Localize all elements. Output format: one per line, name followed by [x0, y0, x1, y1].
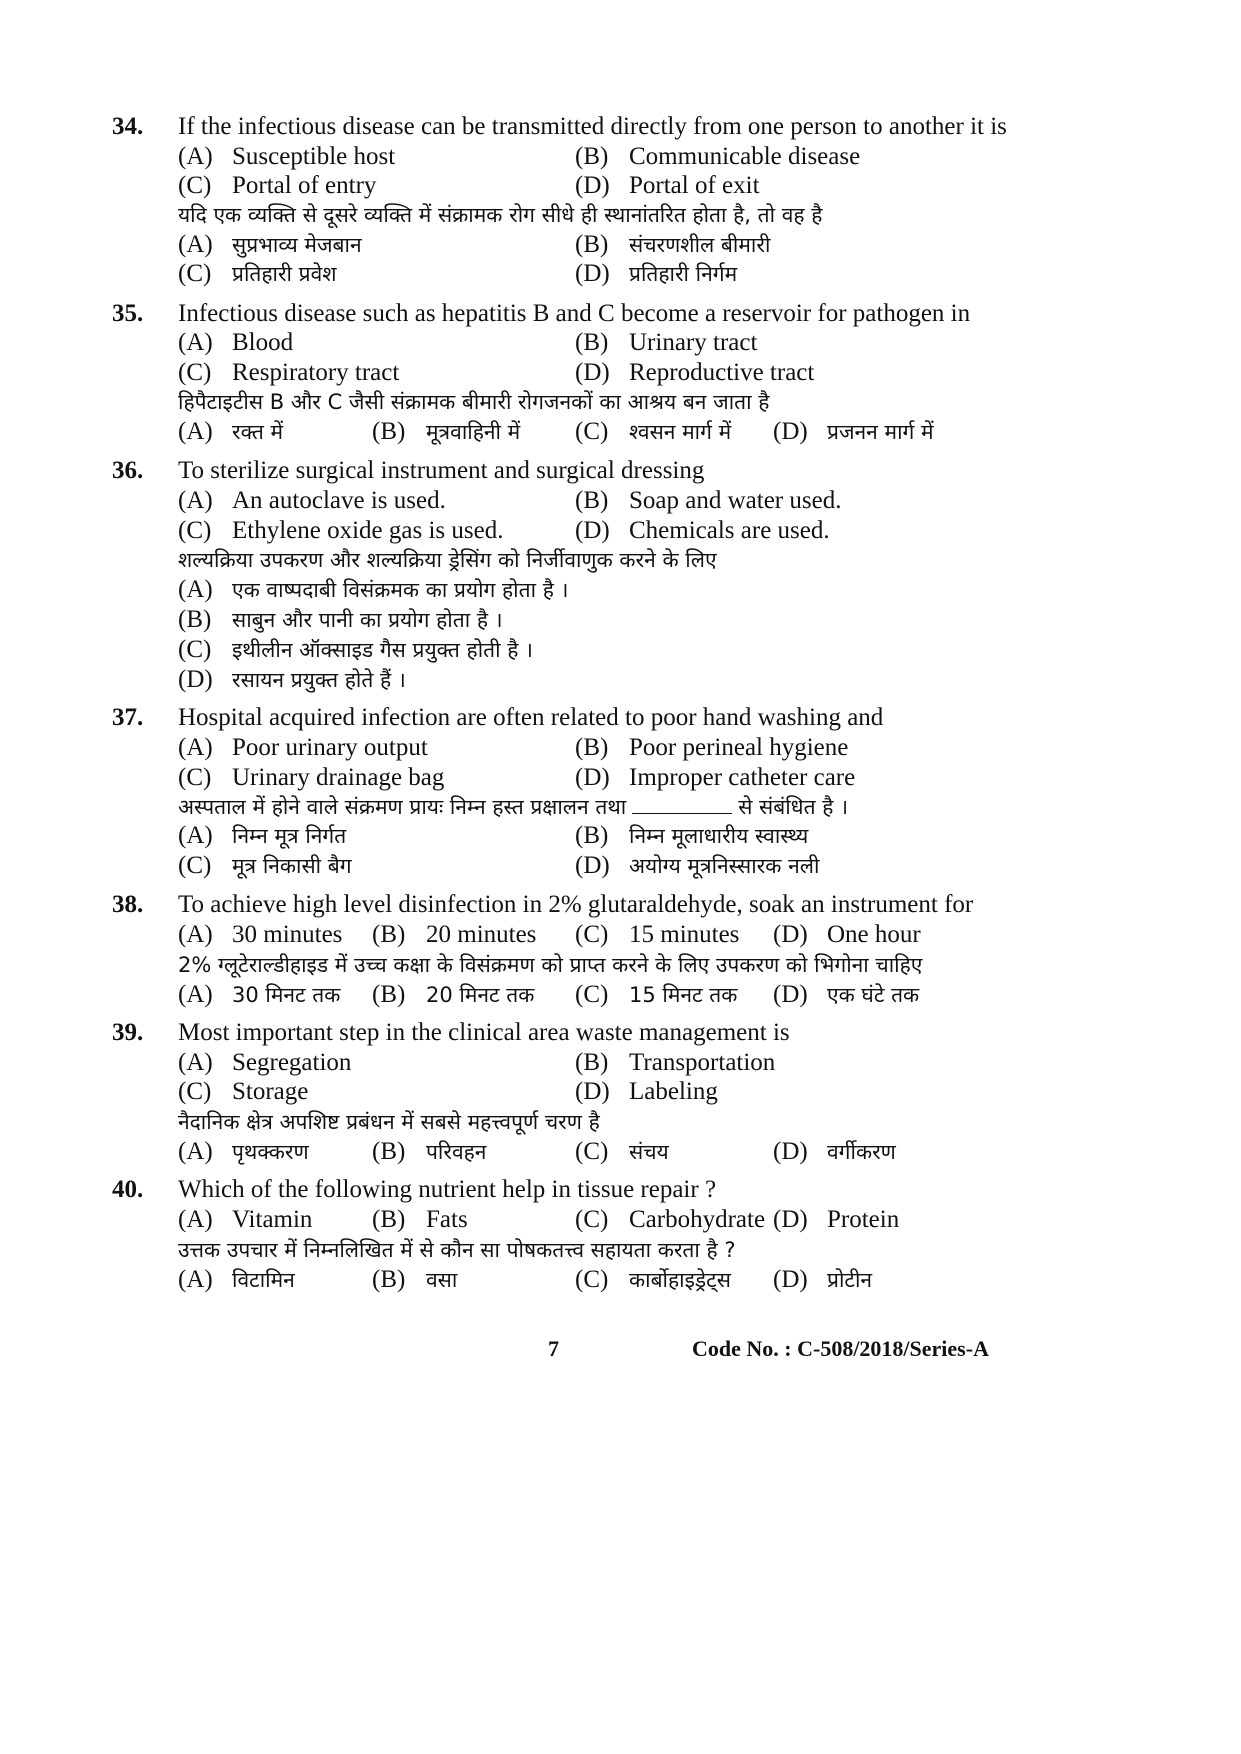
option-b-en: (B) Poor perineal hygiene — [575, 734, 849, 761]
option-a-hi: (A) पृथक्करण — [178, 1138, 309, 1165]
option-c-hi: (C) श्वसन मार्ग में — [575, 418, 732, 445]
option-c-en: (C) Carbohydrate — [575, 1206, 766, 1233]
option-d-en: (D) Portal of exit — [575, 172, 760, 199]
question-text-en: To sterilize surgical instrument and surgical dressing — [178, 457, 705, 484]
question-text-hi: हिपैटाइटीस B और C जैसी संक्रामक बीमारी रोगजनकों का आश्रय बन जाता है — [178, 390, 770, 414]
option-b-en: (B) Transportation — [575, 1049, 776, 1076]
option-d-hi: (D) प्रजनन मार्ग में — [773, 418, 934, 445]
option-a-hi: (A) 30 मिनट तक — [178, 981, 341, 1008]
question-number: 36. — [112, 457, 144, 484]
question-text-hi: अस्पताल में होने वाले संक्रमण प्रायः निम्न हस्त प्रक्षालन तथा से संबंधित है । — [178, 791, 848, 822]
question-text-hi: 2% ग्लूटेराल्डीहाइड में उच्च कक्षा के विसंक्रमण को प्राप्त करने के लिए उपकरण को भिगोना चाहिए — [178, 953, 923, 977]
option-d-hi: (D) अयोग्य मूत्रनिस्सारक नली — [575, 852, 820, 879]
option-c-hi: (C) मूत्र निकासी बैग — [178, 852, 352, 879]
option-c-en: (C) 15 minutes — [575, 921, 740, 948]
question-text-hi: शल्यक्रिया उपकरण और शल्यक्रिया ड्रेसिंग को निर्जीवाणुक करने के लिए — [178, 548, 717, 572]
question-number: 40. — [112, 1176, 144, 1203]
option-b-hi: (B) साबुन और पानी का प्रयोग होता है । — [178, 606, 503, 633]
option-c-en: (C) Ethylene oxide gas is used. — [178, 517, 504, 544]
page-number: 7 — [548, 1336, 559, 1361]
option-d-en: (D) Protein — [773, 1206, 900, 1233]
option-b-hi: (B) संचरणशील बीमारी — [575, 231, 771, 258]
option-b-hi: (B) परिवहन — [372, 1138, 487, 1165]
option-b-en: (B) 20 minutes — [372, 921, 537, 948]
question-text-en: Which of the following nutrient help in tissue repair ? — [178, 1176, 717, 1203]
option-a-hi: (A) रक्त में — [178, 418, 284, 445]
option-c-en: (C) Urinary drainage bag — [178, 764, 445, 791]
option-a-hi: (A) एक वाष्पदाबी विसंक्रमक का प्रयोग होता है । — [178, 576, 569, 603]
question-text-en: Most important step in the clinical area waste management is — [178, 1019, 790, 1046]
option-a-en: (A) Poor urinary output — [178, 734, 428, 761]
question-text-en: Hospital acquired infection are often related to poor hand washing and — [178, 704, 884, 731]
option-d-hi: (D) वर्गीकरण — [773, 1138, 896, 1165]
option-c-hi: (C) इथीलीन ऑक्साइड गैस प्रयुक्त होती है । — [178, 636, 534, 663]
option-a-hi: (A) निम्न मूत्र निर्गत — [178, 822, 347, 849]
option-b-en: (B) Communicable disease — [575, 143, 861, 170]
option-d-en: (D) Improper catheter care — [575, 764, 856, 791]
option-a-hi: (A) विटामिन — [178, 1266, 295, 1293]
option-b-hi: (B) वसा — [372, 1266, 458, 1293]
fill-in-blank — [632, 791, 732, 814]
question-text-en: If the infectious disease can be transmitted directly from one person to another it is — [178, 113, 1007, 140]
option-c-en: (C) Portal of entry — [178, 172, 377, 199]
question-text-hi: यदि एक व्यक्ति से दूसरे व्यक्ति में संक्रामक रोग सीधे ही स्थानांतरित होता है, तो वह है — [178, 203, 823, 227]
option-a-en: (A) 30 minutes — [178, 921, 343, 948]
option-d-en: (D) One hour — [773, 921, 921, 948]
option-c-hi: (C) 15 मिनट तक — [575, 981, 738, 1008]
option-c-en: (C) Storage — [178, 1078, 309, 1105]
option-d-hi: (D) एक घंटे तक — [773, 981, 920, 1008]
option-b-hi: (B) 20 मिनट तक — [372, 981, 535, 1008]
option-a-en: (A) Vitamin — [178, 1206, 313, 1233]
option-d-en: (D) Chemicals are used. — [575, 517, 830, 544]
option-d-en: (D) Labeling — [575, 1078, 718, 1105]
question-number: 35. — [112, 300, 144, 327]
option-c-hi: (C) संचय — [575, 1138, 669, 1165]
question-number: 39. — [112, 1019, 144, 1046]
question-number: 38. — [112, 891, 144, 918]
option-d-hi: (D) रसायन प्रयुक्त होते हैं । — [178, 666, 406, 693]
option-a-en: (A) An autoclave is used. — [178, 487, 446, 514]
question-text-hi: नैदानिक क्षेत्र अपशिष्ट प्रबंधन में सबसे महत्त्वपूर्ण चरण है — [178, 1110, 600, 1134]
code-number: Code No. : C-508/2018/Series-A — [692, 1336, 989, 1361]
question-text-en: To achieve high level disinfection in 2% glutaraldehyde, soak an instrument for — [178, 891, 974, 918]
option-c-en: (C) Respiratory tract — [178, 359, 400, 386]
option-d-en: (D) Reproductive tract — [575, 359, 815, 386]
option-c-hi: (C) कार्बोहाइड्रेट्स — [575, 1266, 731, 1293]
question-text-hi: उत्तक उपचार में निम्नलिखित में से कौन सा पोषकतत्त्व सहायता करता है ? — [178, 1238, 736, 1262]
option-d-hi: (D) प्रोटीन — [773, 1266, 873, 1293]
option-b-en: (B) Soap and water used. — [575, 487, 842, 514]
option-b-en: (B) Urinary tract — [575, 329, 758, 356]
option-b-hi: (B) निम्न मूलाधारीय स्वास्थ्य — [575, 822, 809, 849]
question-number: 34. — [112, 113, 144, 140]
option-a-en: (A) Segregation — [178, 1049, 352, 1076]
option-c-hi: (C) प्रतिहारी प्रवेश — [178, 260, 337, 287]
option-a-en: (A) Susceptible host — [178, 143, 396, 170]
option-d-hi: (D) प्रतिहारी निर्गम — [575, 260, 738, 287]
option-b-hi: (B) मूत्रवाहिनी में — [372, 418, 521, 445]
question-text-en: Infectious disease such as hepatitis B and C become a reservoir for pathogen in — [178, 300, 971, 327]
option-b-en: (B) Fats — [372, 1206, 468, 1233]
question-number: 37. — [112, 704, 144, 731]
option-a-hi: (A) सुप्रभाव्य मेजबान — [178, 231, 362, 258]
option-a-en: (A) Blood — [178, 329, 294, 356]
